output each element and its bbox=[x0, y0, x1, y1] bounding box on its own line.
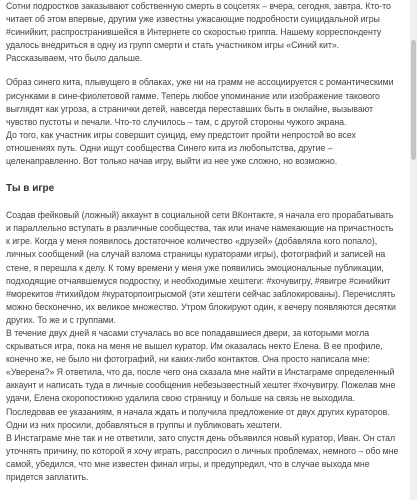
section-paragraph-2: В течение двух дней я часами стучалась во все попадавшиеся двери, за которыми могла скрываться игра, пока на меня не вышел куратор. Им оказалась некто Елена. В ее профиле, конечно же, не было ни фотографий, ни каких-либо контактов. Она просто написала мне: «Уверена?» Я ответила, что да, после чего она сказала мне найти в Инстаграме определенный аккаунт и написать туда в личные сообщения небезызвестный хештег #хочувигру. Пожелав мне удачи, Елена скоропостижно удалила свою страницу и больше на связь не выходила. Последовав ее указаниям, я начала ждать и получила предложение от двух других кураторов. Одни из них просили, добавляться в группы и публиковать хештеги. bbox=[6, 327, 396, 430]
section-paragraph-1: Создав фейковый (ложный) аккаунт в социальной сети ВКонтакте, я начала его прорабатывать и параллельно вступать в различные сообщества, так или иначе намекающие на причастность к игре. Когда у меня появилось достаточное количество «друзей» (добавляла кого попало), личных сообщений (на случай взлома страницы кураторами игры), фотографий и записей на стене, я перешла к делу. К тому времени у меня уже появились эмоциональные публикации, подходящие отчаявшемуся подростку, и необходимые хештеги: #хочувигру, #явигре #синийкит #морекитов #тихийдом #кураторпоигрысмой (эти хештеги сейчас заблокированы). Перечислять можно бесконечно, их великое множество. Утром блокируют один, к вечеру появляются десятки других. То же и с группами. bbox=[6, 210, 396, 325]
intro-paragraph-2: Образ синего кита, плывущего в облаках, уже ни на грамм не ассоциируется с романтическими рисунками в сине-фиолетовой гамме. Теперь любое упоминание или изображение такового выглядят как угроза, а странички детей, навсегда переставших быть в онлайне, вызывают чувство пустоты и печали. Что-то случилось – там, с другой стороны чужого экрана. bbox=[6, 77, 394, 127]
scrollbar-thumb[interactable] bbox=[411, 40, 416, 160]
intro-paragraph-1: Сотни подростков заказывают собственную смерть в соцсетях – вчера, сегодня, завтра. Кто-то читает об этом впервые, другим уже известны ужасающие подробности суицидальной игры #синийкит, распространившейся в Интернете со скоростью гриппа. Нашему корреспонденту удалось внедриться в одну из групп смерти и стать участником игры «Синий кит». Рассказываем, что было дальше. bbox=[6, 1, 391, 64]
section-heading: Ты в игре bbox=[6, 183, 55, 195]
intro-paragraph-3: До того, как участник игры совершит суицид, ему предстоит пройти непростой во всех отношениях путь. Одни ищут сообщества Синего кита из любопытства, другие – целенаправленно. Вот только начав игру, выйти из нее уже сложно, но возможно. bbox=[6, 129, 356, 167]
section-paragraph-3: В Инстаграме мне так и не ответили, зато спустя день объявился новый куратор, Иван. Он стал уточнять причину, по которой я хочу играть, расспросил о личных проблемах, немного – обо мне самой, убедился, что мне известен финал игры, и предупредил, что в случае выхода мне придется заплатить. bbox=[6, 432, 399, 482]
vertical-scrollbar[interactable] bbox=[410, 0, 417, 500]
